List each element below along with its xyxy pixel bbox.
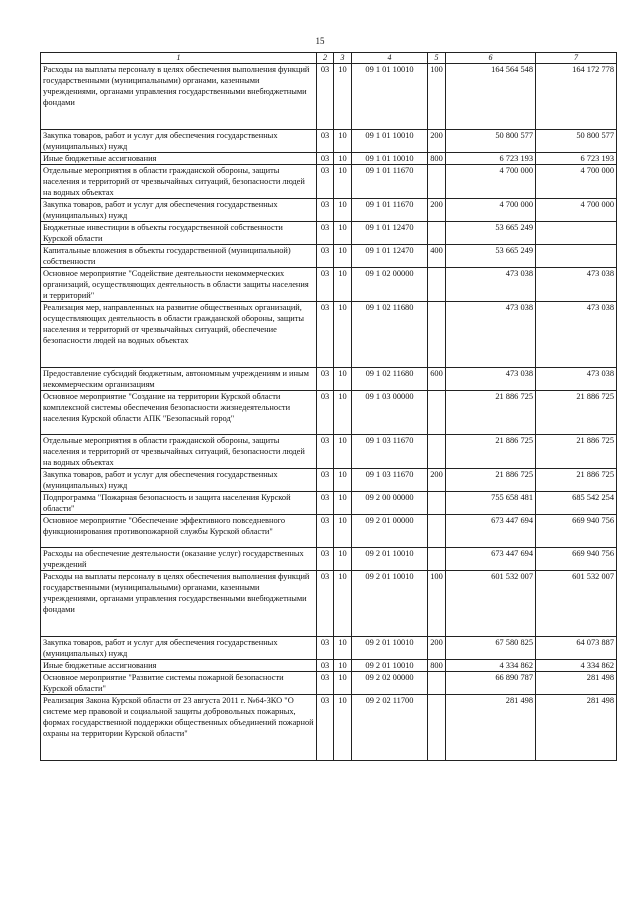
row-csr: 09 2 01 10010 [352,660,428,672]
row-gr: 03 [317,245,334,268]
row-pr: 10 [334,435,352,469]
row-vr [428,391,446,435]
row-pr: 10 [334,130,352,153]
row-name: Расходы на выплаты персоналу в целях обеспечения выполнения функций государственными (муниципальными) органами, казенными учреждениями, органами управления государственными внебюджетными фондами [41,64,317,130]
table-row [41,153,617,165]
row-vr [428,672,446,695]
row-vr [428,515,446,548]
row-gr: 03 [317,153,334,165]
row-csr: 09 2 02 11700 [352,695,428,761]
row-gr: 03 [317,391,334,435]
row-sum-2: 669 940 756 [536,515,617,548]
row-pr: 10 [334,302,352,368]
table-row [41,130,617,153]
row-gr: 03 [317,302,334,368]
row-sum-1: 6 723 193 [446,153,536,165]
row-gr: 03 [317,222,334,245]
row-sum-1: 4 700 000 [446,165,536,199]
row-pr: 10 [334,660,352,672]
row-sum-1: 4 334 862 [446,660,536,672]
row-name: Закупка товаров, работ и услуг для обеспечения государственных (муниципальных) нужд [41,130,317,153]
row-vr [428,435,446,469]
row-csr: 09 1 01 10010 [352,130,428,153]
row-csr: 09 1 03 11670 [352,469,428,492]
row-sum-2: 669 940 756 [536,548,617,571]
row-gr: 03 [317,199,334,222]
row-pr: 10 [334,672,352,695]
row-pr: 10 [334,64,352,130]
table-row [41,672,617,695]
row-name: Основное мероприятие "Создание на территории Курской области комплексной системы обеспечения безопасности жизнедеятельности населения Курской области АПК "Безопасный город" [41,391,317,435]
row-sum-1: 473 038 [446,302,536,368]
row-name: Закупка товаров, работ и услуг для обеспечения государственных (муниципальных) нужд [41,199,317,222]
row-csr: 09 1 01 10010 [352,153,428,165]
row-sum-1: 281 498 [446,695,536,761]
row-pr: 10 [334,548,352,571]
header-gr: 2 [317,53,334,64]
row-sum-1: 4 700 000 [446,199,536,222]
row-name: Реализация Закона Курской области от 23 августа 2011 г. №64-ЗКО "О системе мер правовой и социальной защиты добровольных пожарных, формах государственной поддержки общественных объединений пожарной охраны на территории Курской области" [41,695,317,761]
page-number: 15 [315,36,325,46]
row-gr: 03 [317,695,334,761]
table-row [41,165,617,199]
row-name: Расходы на выплаты персоналу в целях обеспечения выполнения функций государственными (муниципальными) органами, казенными учреждениями, органами управления государственными внебюджетными фондами [41,571,317,637]
row-name: Бюджетные инвестиции в объекты государственной собственности Курской области [41,222,317,245]
row-vr: 800 [428,660,446,672]
header-name: 1 [41,53,317,64]
row-gr: 03 [317,469,334,492]
row-sum-1: 21 886 725 [446,435,536,469]
row-gr: 03 [317,492,334,515]
row-sum-2: 4 334 862 [536,660,617,672]
row-gr: 03 [317,637,334,660]
row-sum-2: 50 800 577 [536,130,617,153]
row-gr: 03 [317,130,334,153]
row-sum-2: 21 886 725 [536,469,617,492]
row-sum-1: 755 658 481 [446,492,536,515]
row-csr: 09 1 01 10010 [352,64,428,130]
row-sum-2: 164 172 778 [536,64,617,130]
row-vr [428,165,446,199]
row-sum-2: 281 498 [536,695,617,761]
table-row [41,245,617,268]
row-gr: 03 [317,435,334,469]
row-sum-1: 50 800 577 [446,130,536,153]
row-name: Расходы на обеспечение деятельности (оказание услуг) государственных учреждений [41,548,317,571]
row-name: Основное мероприятие "Обеспечение эффективного повседневного функционирования противопожарной службы Курской области" [41,515,317,548]
row-pr: 10 [334,571,352,637]
row-pr: 10 [334,695,352,761]
row-csr: 09 2 01 10010 [352,571,428,637]
row-gr: 03 [317,368,334,391]
row-vr [428,302,446,368]
row-sum-1: 53 665 249 [446,222,536,245]
row-name: Капитальные вложения в объекты государственной (муниципальной) собственности [41,245,317,268]
row-csr: 09 2 02 00000 [352,672,428,695]
row-pr: 10 [334,268,352,302]
header-csr: 4 [352,53,428,64]
row-vr: 200 [428,199,446,222]
row-sum-1: 66 890 787 [446,672,536,695]
row-csr: 09 1 01 11670 [352,165,428,199]
row-sum-1: 601 532 007 [446,571,536,637]
row-sum-2: 4 700 000 [536,199,617,222]
table-row [41,368,617,391]
row-sum-2: 281 498 [536,672,617,695]
row-csr: 09 1 01 12470 [352,222,428,245]
row-vr: 800 [428,153,446,165]
header-sum2: 7 [536,53,617,64]
row-pr: 10 [334,199,352,222]
table-header-row [41,53,617,64]
row-csr: 09 1 01 12470 [352,245,428,268]
row-gr: 03 [317,660,334,672]
row-name: Основное мероприятие "Развитие системы пожарной безопасности Курской области" [41,672,317,695]
row-csr: 09 2 00 00000 [352,492,428,515]
table-row [41,571,617,637]
row-gr: 03 [317,268,334,302]
row-gr: 03 [317,571,334,637]
row-sum-1: 164 564 548 [446,64,536,130]
row-pr: 10 [334,637,352,660]
row-sum-2: 601 532 007 [536,571,617,637]
row-pr: 10 [334,469,352,492]
table-row [41,548,617,571]
table-row [41,515,617,548]
header-sum1: 6 [446,53,536,64]
row-sum-1: 473 038 [446,368,536,391]
row-vr: 600 [428,368,446,391]
table-row [41,637,617,660]
row-vr [428,268,446,302]
row-gr: 03 [317,515,334,548]
row-sum-1: 21 886 725 [446,469,536,492]
row-name: Предоставление субсидий бюджетным, автономным учреждениям и иным некоммерческим организациям [41,368,317,391]
row-vr: 200 [428,637,446,660]
row-csr: 09 2 01 10010 [352,637,428,660]
row-pr: 10 [334,153,352,165]
row-gr: 03 [317,64,334,130]
row-csr: 09 1 02 00000 [352,268,428,302]
row-name: Закупка товаров, работ и услуг для обеспечения государственных (муниципальных) нужд [41,637,317,660]
row-pr: 10 [334,368,352,391]
row-sum-1: 473 038 [446,268,536,302]
row-vr: 200 [428,469,446,492]
table-row [41,660,617,672]
row-name: Отдельные мероприятия в области гражданской обороны, защиты населения и территорий от чрезвычайных ситуаций, безопасности людей на водных объектах [41,435,317,469]
row-sum-2: 21 886 725 [536,435,617,469]
row-csr: 09 1 01 11670 [352,199,428,222]
row-name: Основное мероприятие "Содействие деятельности некоммерческих организаций, осуществляющих деятельность в области защиты населения и территорий" [41,268,317,302]
row-sum-2: 4 700 000 [536,165,617,199]
table-row [41,435,617,469]
row-csr: 09 1 03 11670 [352,435,428,469]
row-vr: 100 [428,571,446,637]
row-sum-1: 67 580 825 [446,637,536,660]
row-name: Реализация мер, направленных на развитие общественных организаций, осуществляющих деятельность в области гражданской обороны, защиты населения и территорий от чрезвычайных ситуаций, обеспечение безопасности людей на водных объектах [41,302,317,368]
row-vr [428,695,446,761]
row-vr [428,492,446,515]
row-vr [428,222,446,245]
row-name: Подпрограмма "Пожарная безопасность и защита населения Курской области" [41,492,317,515]
row-csr: 09 1 02 11680 [352,302,428,368]
table-row [41,199,617,222]
row-sum-2: 473 038 [536,368,617,391]
budget-table [40,52,617,761]
row-vr: 400 [428,245,446,268]
row-gr: 03 [317,672,334,695]
table-row [41,492,617,515]
row-sum-2 [536,222,617,245]
row-sum-2: 64 073 887 [536,637,617,660]
row-sum-1: 673 447 694 [446,548,536,571]
row-name: Отдельные мероприятия в области гражданской обороны, защиты населения и территорий от чрезвычайных ситуаций, безопасности людей на водных объектах [41,165,317,199]
table-row [41,64,617,130]
row-sum-2: 21 886 725 [536,391,617,435]
table-row [41,302,617,368]
header-pr: 3 [334,53,352,64]
row-pr: 10 [334,165,352,199]
header-vr: 5 [428,53,446,64]
row-vr: 200 [428,130,446,153]
row-name: Закупка товаров, работ и услуг для обеспечения государственных (муниципальных) нужд [41,469,317,492]
row-sum-2: 6 723 193 [536,153,617,165]
row-sum-2 [536,245,617,268]
row-csr: 09 2 01 10010 [352,548,428,571]
row-pr: 10 [334,492,352,515]
row-sum-2: 685 542 254 [536,492,617,515]
row-name: Иные бюджетные ассигнования [41,153,317,165]
row-name: Иные бюджетные ассигнования [41,660,317,672]
row-sum-1: 53 665 249 [446,245,536,268]
row-sum-1: 673 447 694 [446,515,536,548]
row-csr: 09 2 01 00000 [352,515,428,548]
table-row [41,695,617,761]
table-row [41,469,617,492]
row-csr: 09 1 03 00000 [352,391,428,435]
row-gr: 03 [317,165,334,199]
row-sum-2: 473 038 [536,268,617,302]
row-pr: 10 [334,391,352,435]
table-row [41,222,617,245]
row-pr: 10 [334,515,352,548]
row-vr: 100 [428,64,446,130]
row-vr [428,548,446,571]
row-sum-1: 21 886 725 [446,391,536,435]
table-row [41,268,617,302]
row-pr: 10 [334,222,352,245]
row-pr: 10 [334,245,352,268]
row-gr: 03 [317,548,334,571]
row-sum-2: 473 038 [536,302,617,368]
table-row [41,391,617,435]
row-csr: 09 1 02 11680 [352,368,428,391]
